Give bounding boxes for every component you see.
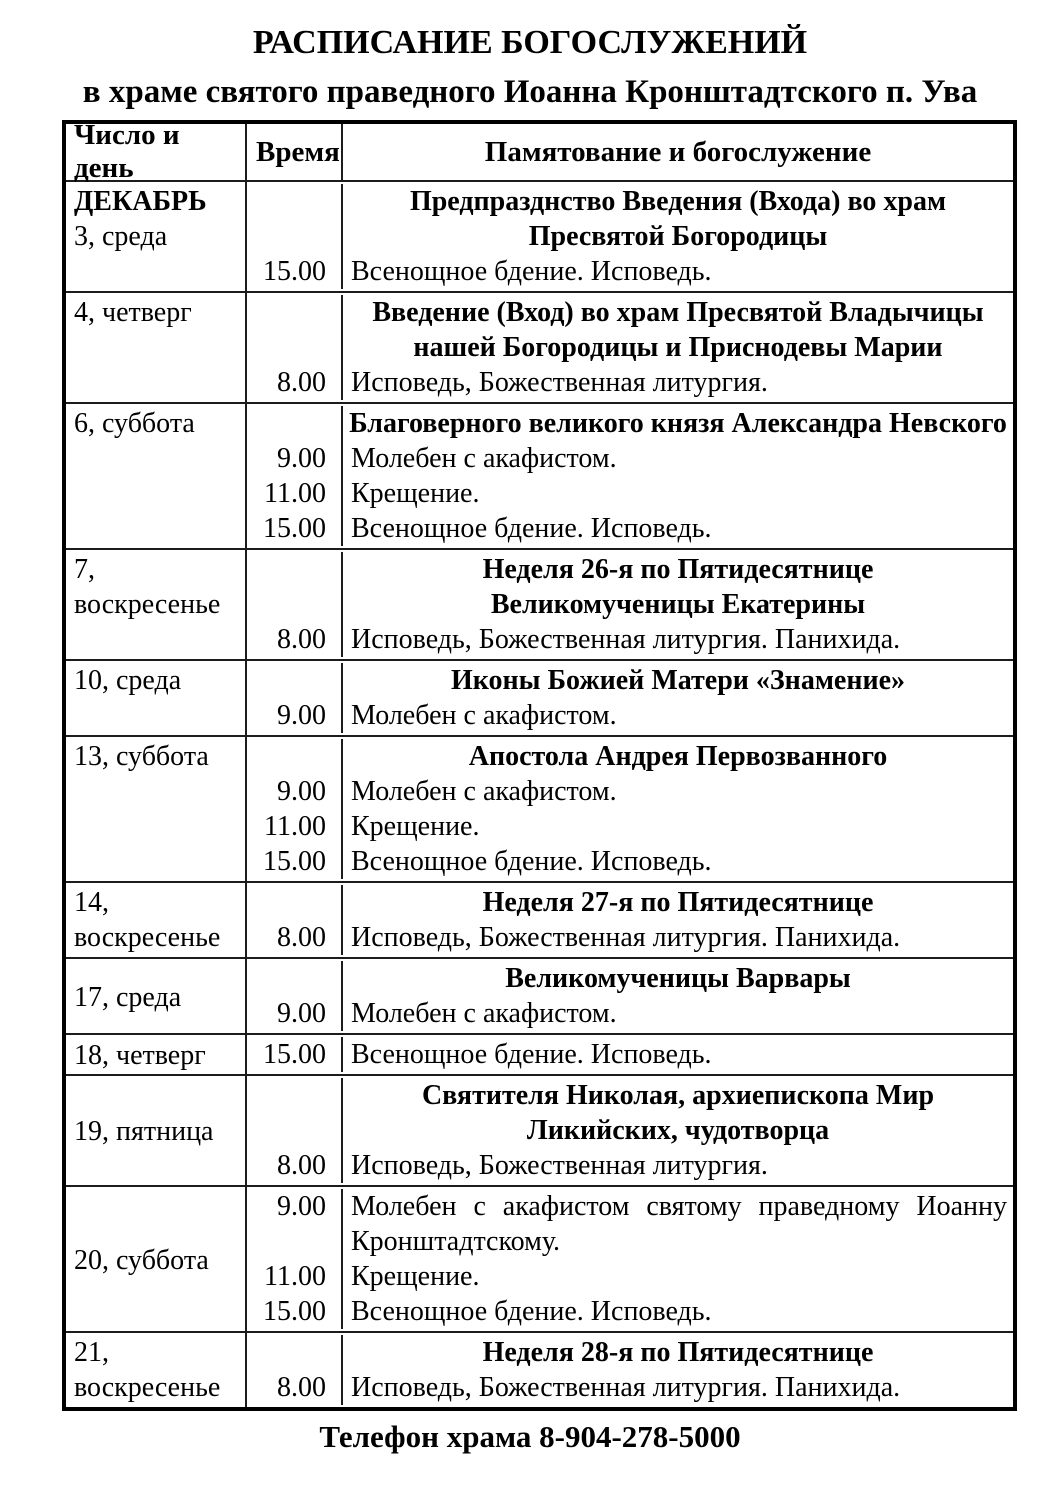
table-row bbox=[66, 182, 1013, 293]
service-line bbox=[247, 476, 1013, 511]
title-line bbox=[247, 295, 1013, 330]
service-line bbox=[247, 1148, 1013, 1183]
service-text: Всенощное бдение. Исповедь. bbox=[351, 846, 712, 877]
date-cell bbox=[66, 550, 247, 659]
row-body bbox=[247, 1076, 1013, 1185]
time-cell bbox=[247, 739, 343, 774]
time-cell bbox=[247, 219, 343, 254]
date-cell bbox=[66, 1333, 247, 1407]
service-text: Исповедь, Божественная литургия. Панихида. bbox=[351, 1372, 901, 1403]
service-title: Неделя 27-я по Пятидесятнице bbox=[482, 887, 874, 918]
time-cell: 15.00 bbox=[247, 1037, 343, 1072]
service-text: Молебен с акафистом святому праведному Иоанну Кронштадтскому. bbox=[351, 1191, 1007, 1257]
service-title: Ликийских, чудотворца bbox=[526, 1115, 830, 1146]
title-line bbox=[247, 739, 1013, 774]
header-service-column: Памятование и богослужение bbox=[484, 135, 872, 168]
date-line: 21, bbox=[74, 1337, 109, 1368]
table-row bbox=[66, 661, 1013, 737]
time-cell: 9.00 bbox=[247, 441, 343, 476]
service-line bbox=[247, 1037, 1013, 1072]
time-cell bbox=[247, 330, 343, 365]
service-title: Неделя 26-я по Пятидесятнице bbox=[482, 554, 874, 585]
row-body bbox=[247, 1187, 1013, 1331]
date-cell bbox=[66, 182, 247, 291]
date-line: 6, суббота bbox=[74, 408, 195, 439]
date-cell bbox=[66, 1076, 247, 1185]
table-row bbox=[66, 1035, 1013, 1076]
service-text: Всенощное бдение. Исповедь. bbox=[351, 1039, 712, 1070]
time-cell: 11.00 bbox=[247, 1259, 343, 1294]
date-cell bbox=[66, 661, 247, 735]
service-title: Введение (Вход) во храм Пресвятой Владычицы bbox=[372, 297, 984, 328]
time-cell bbox=[247, 1078, 343, 1113]
title-line bbox=[247, 184, 1013, 219]
title-line bbox=[247, 1113, 1013, 1148]
service-text: Молебен с акафистом. bbox=[351, 776, 617, 807]
row-body bbox=[247, 182, 1013, 291]
date-line: 3, среда bbox=[74, 221, 168, 252]
date-line: 14, bbox=[74, 887, 109, 918]
time-cell bbox=[247, 552, 343, 587]
service-text: Исповедь, Божественная литургия. Панихида. bbox=[351, 624, 901, 655]
row-body bbox=[247, 550, 1013, 659]
time-cell: 9.00 bbox=[247, 698, 343, 733]
time-cell bbox=[247, 295, 343, 330]
time-cell: 8.00 bbox=[247, 365, 343, 400]
service-line bbox=[247, 622, 1013, 657]
row-body bbox=[247, 883, 1013, 957]
time-cell: 15.00 bbox=[247, 254, 343, 289]
service-line bbox=[247, 920, 1013, 955]
row-body bbox=[247, 661, 1013, 735]
time-cell: 15.00 bbox=[247, 844, 343, 879]
service-text: Молебен с акафистом. bbox=[351, 998, 617, 1029]
date-line: воскресенье bbox=[74, 922, 221, 953]
service-title: Предпразднство Введения (Входа) во храм bbox=[409, 186, 947, 217]
header-date-column: Число и день bbox=[66, 124, 247, 180]
title-line bbox=[247, 961, 1013, 996]
date-line: 17, среда bbox=[74, 981, 182, 1013]
table-row bbox=[66, 1187, 1013, 1333]
service-line bbox=[247, 844, 1013, 879]
row-body bbox=[247, 1333, 1013, 1407]
time-cell: 9.00 bbox=[247, 996, 343, 1031]
service-line bbox=[247, 365, 1013, 400]
service-line bbox=[247, 698, 1013, 733]
date-line: 19, пятница bbox=[74, 1116, 214, 1147]
date-cell bbox=[66, 737, 247, 881]
service-text: Исповедь, Божественная литургия. Панихида. bbox=[351, 922, 901, 953]
page-title: РАСПИСАНИЕ БОГОСЛУЖЕНИЙ bbox=[252, 24, 808, 61]
table-row bbox=[66, 550, 1013, 661]
row-body bbox=[247, 293, 1013, 402]
service-line bbox=[247, 996, 1013, 1031]
service-text: Крещение. bbox=[351, 478, 480, 509]
service-text: Крещение. bbox=[351, 1261, 480, 1292]
schedule-table bbox=[62, 120, 1017, 1411]
date-line: 7, bbox=[74, 554, 95, 585]
time-cell: 15.00 bbox=[247, 511, 343, 546]
date-line: ДЕКАБРЬ bbox=[74, 186, 207, 217]
service-text: Исповедь, Божественная литургия. bbox=[351, 367, 768, 398]
time-cell: 8.00 bbox=[247, 1370, 343, 1405]
date-cell bbox=[66, 883, 247, 957]
time-cell: 9.00 bbox=[247, 774, 343, 809]
row-body bbox=[247, 1035, 1013, 1074]
service-line bbox=[247, 809, 1013, 844]
time-cell bbox=[247, 184, 343, 219]
service-title: Пресвятой Богородицы bbox=[528, 221, 828, 252]
row-body bbox=[247, 404, 1013, 548]
service-line bbox=[247, 1189, 1013, 1259]
service-text: Всенощное бдение. Исповедь. bbox=[351, 1296, 712, 1327]
title-line bbox=[247, 885, 1013, 920]
time-cell bbox=[247, 1113, 343, 1148]
date-line: 10, среда bbox=[74, 665, 182, 696]
time-cell: 15.00 bbox=[247, 1294, 343, 1329]
time-cell bbox=[247, 961, 343, 996]
time-cell: 9.00 bbox=[247, 1189, 343, 1259]
service-line bbox=[247, 254, 1013, 289]
time-cell bbox=[247, 663, 343, 698]
time-cell: 8.00 bbox=[247, 920, 343, 955]
header-time-column: Время bbox=[247, 124, 343, 180]
date-line: 4, четверг bbox=[74, 297, 192, 328]
service-title: Апостола Андрея Первозванного bbox=[468, 741, 888, 772]
title-line bbox=[247, 587, 1013, 622]
time-cell: 8.00 bbox=[247, 622, 343, 657]
title-line bbox=[247, 663, 1013, 698]
table-row bbox=[66, 883, 1013, 959]
date-line: 18, четверг bbox=[74, 1040, 206, 1071]
service-title: Неделя 28-я по Пятидесятнице bbox=[482, 1337, 874, 1368]
table-header-row bbox=[66, 119, 1013, 184]
title-line bbox=[247, 330, 1013, 365]
service-line bbox=[247, 1259, 1013, 1294]
service-title: Иконы Божией Матери «Знамение» bbox=[450, 665, 906, 696]
time-cell bbox=[247, 1335, 343, 1370]
date-line: 13, суббота bbox=[74, 741, 209, 772]
service-line bbox=[247, 1370, 1013, 1405]
date-cell bbox=[66, 959, 247, 1033]
table-row bbox=[66, 404, 1013, 550]
service-text: Молебен с акафистом. bbox=[351, 443, 617, 474]
date-cell bbox=[66, 404, 247, 548]
date-cell bbox=[66, 1035, 247, 1074]
table-row bbox=[66, 959, 1013, 1035]
table-row bbox=[66, 737, 1013, 883]
service-line bbox=[247, 441, 1013, 476]
service-text: Всенощное бдение. Исповедь. bbox=[351, 513, 712, 544]
table-row bbox=[66, 293, 1013, 404]
time-cell bbox=[247, 587, 343, 622]
page-subtitle: в храме святого праведного Иоанна Кронштадтского п. Ува bbox=[82, 74, 978, 110]
service-title: Благоверного великого князя Александра Невского bbox=[349, 408, 1007, 439]
title-line bbox=[247, 219, 1013, 254]
title-line bbox=[247, 552, 1013, 587]
date-line: 20, суббота bbox=[74, 1244, 209, 1276]
date-line: воскресенье bbox=[74, 589, 221, 620]
table-row bbox=[66, 1333, 1013, 1407]
service-text: Исповедь, Божественная литургия. bbox=[351, 1150, 768, 1181]
schedule-rows bbox=[66, 182, 1013, 1407]
service-title: Святителя Николая, архиепископа Мир bbox=[421, 1080, 935, 1111]
time-cell: 8.00 bbox=[247, 1148, 343, 1183]
service-text: Крещение. bbox=[351, 811, 480, 842]
service-title: нашей Богородицы и Приснодевы Марии bbox=[413, 332, 943, 363]
row-body bbox=[247, 737, 1013, 881]
title-line bbox=[247, 1335, 1013, 1370]
service-text: Молебен с акафистом. bbox=[351, 700, 617, 731]
service-line bbox=[247, 1294, 1013, 1329]
title-line bbox=[247, 1078, 1013, 1113]
time-cell: 11.00 bbox=[247, 809, 343, 844]
time-cell bbox=[247, 885, 343, 920]
date-cell bbox=[66, 1187, 247, 1331]
date-line: воскресенье bbox=[74, 1372, 221, 1403]
footer-phone: Телефон храма 8-904-278-5000 bbox=[319, 1419, 741, 1454]
table-row bbox=[66, 1076, 1013, 1187]
service-title: Великомученицы Варвары bbox=[505, 963, 851, 994]
title-line bbox=[247, 406, 1013, 441]
service-line bbox=[247, 774, 1013, 809]
service-line bbox=[247, 511, 1013, 546]
time-cell: 11.00 bbox=[247, 476, 343, 511]
time-cell bbox=[247, 406, 343, 441]
service-title: Великомученицы Екатерины bbox=[490, 589, 866, 620]
date-cell bbox=[66, 293, 247, 402]
row-body bbox=[247, 959, 1013, 1033]
service-text: Всенощное бдение. Исповедь. bbox=[351, 256, 712, 287]
